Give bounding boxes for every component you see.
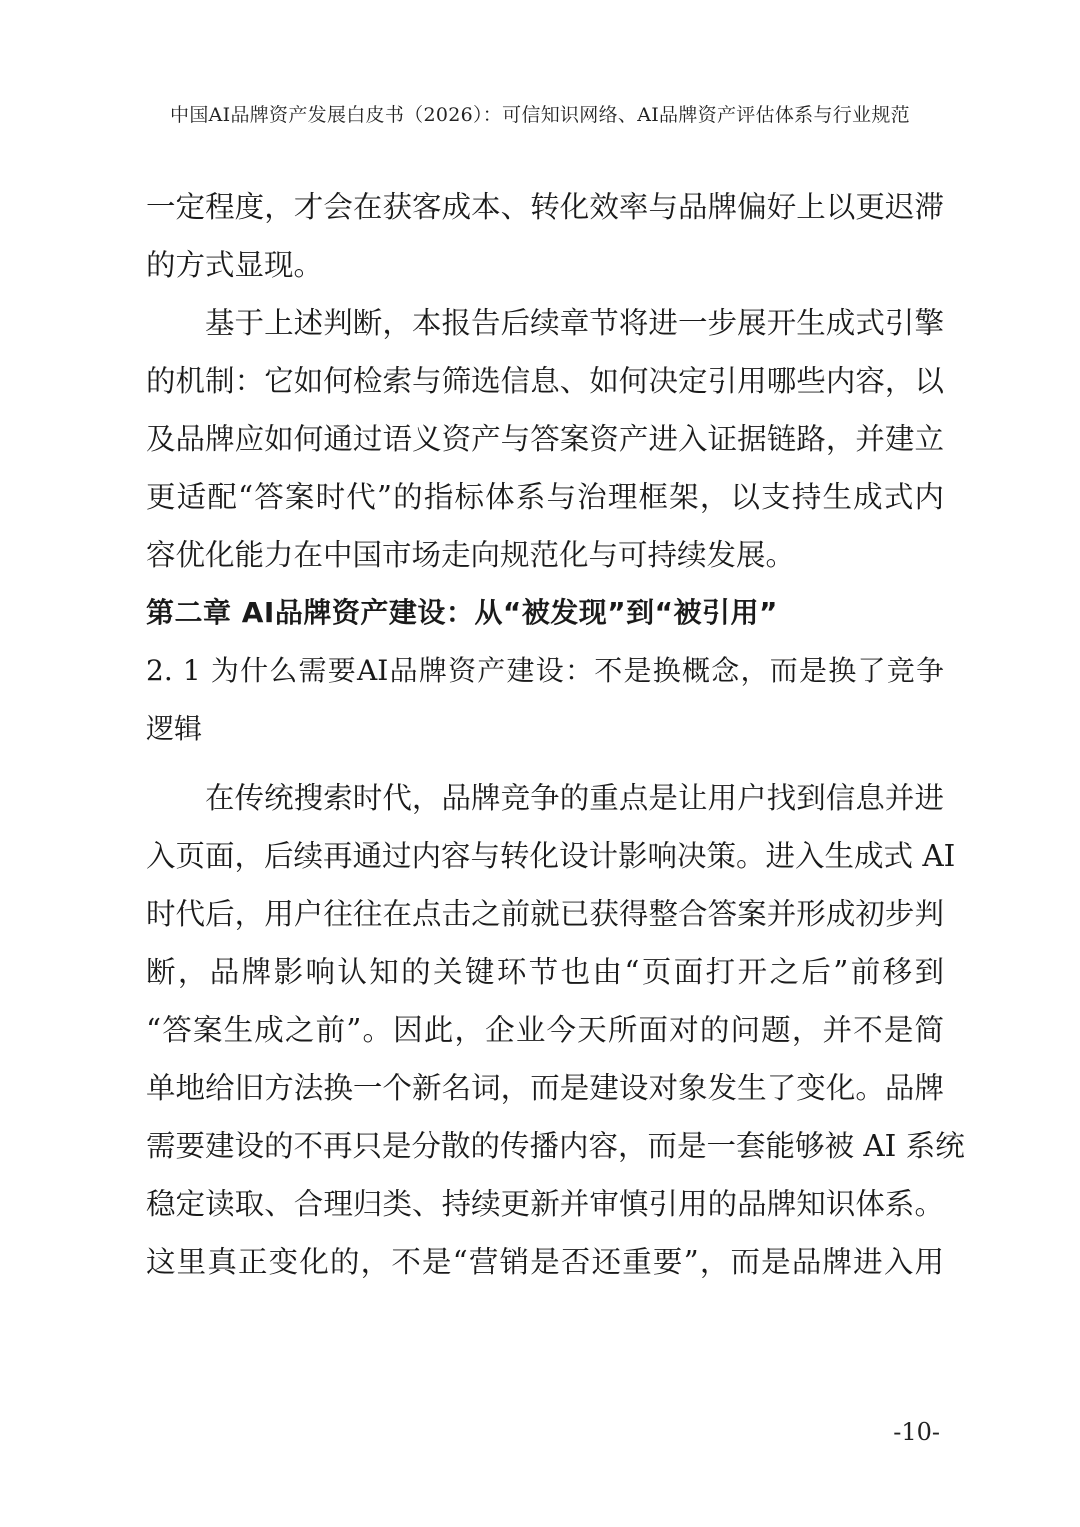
paragraph-1-line-2: 的方式显现。 (146, 248, 324, 282)
paragraph-3-line-4: 断，品牌影响认知的关键环节也由“页面打开之后”前移到 (146, 955, 944, 989)
paragraph-3-line-6: 单地给旧方法换一个新名词，而是建设对象发生了变化。品牌 (146, 1071, 944, 1105)
paragraph-3-line-9: 这里真正变化的，不是“营销是否还重要”，而是品牌进入用 (146, 1245, 944, 1279)
section-heading-line-1: 2. 1 为什么需要AI品牌资产建设：不是换概念，而是换了竞争 (146, 654, 944, 687)
paragraph-3-line-2: 入页面，后续再通过内容与转化设计影响决策。进入生成式 AI (146, 839, 956, 873)
paragraph-1-line-1: 一定程度，才会在获客成本、转化效率与品牌偏好上以更迟滞 (146, 190, 944, 224)
paragraph-2-line-4: 更适配“答案时代”的指标体系与治理框架，以支持生成式内 (146, 480, 944, 514)
paragraph-2-line-1: 基于上述判断，本报告后续章节将进一步展开生成式引擎 (205, 306, 944, 340)
paragraph-2-line-3: 及品牌应如何通过语义资产与答案资产进入证据链路，并建立 (146, 422, 944, 456)
paragraph-3-line-3: 时代后，用户往往在点击之前就已获得整合答案并形成初步判 (146, 897, 944, 931)
page-body (146, 188, 965, 1301)
running-header: 中国AI品牌资产发展白皮书（2026）：可信知识网络、AI品牌资产评估体系与行业规范 (170, 104, 910, 126)
paragraph-2-line-2: 的机制：它如何检索与筛选信息、如何决定引用哪些内容，以 (146, 364, 944, 398)
paragraph-3-line-7: 需要建设的不再只是分散的传播内容，而是一套能够被 AI 系统 (146, 1129, 965, 1163)
paragraph-3-line-5: “答案生成之前”。因此，企业今天所面对的问题，并不是简 (146, 1013, 944, 1047)
page-number: -10- (893, 1418, 940, 1446)
paragraph-3-line-1: 在传统搜索时代，品牌竞争的重点是让用户找到信息并进 (205, 781, 944, 815)
paragraph-2-line-5: 容优化能力在中国市场走向规范化与可持续发展。 (146, 538, 796, 572)
section-heading-line-2: 逻辑 (146, 712, 203, 745)
chapter-heading: 第二章 AI品牌资产建设：从“被发现”到“被引用” (146, 596, 778, 629)
paragraph-3-line-8: 稳定读取、合理归类、持续更新并审慎引用的品牌知识体系。 (146, 1187, 944, 1221)
